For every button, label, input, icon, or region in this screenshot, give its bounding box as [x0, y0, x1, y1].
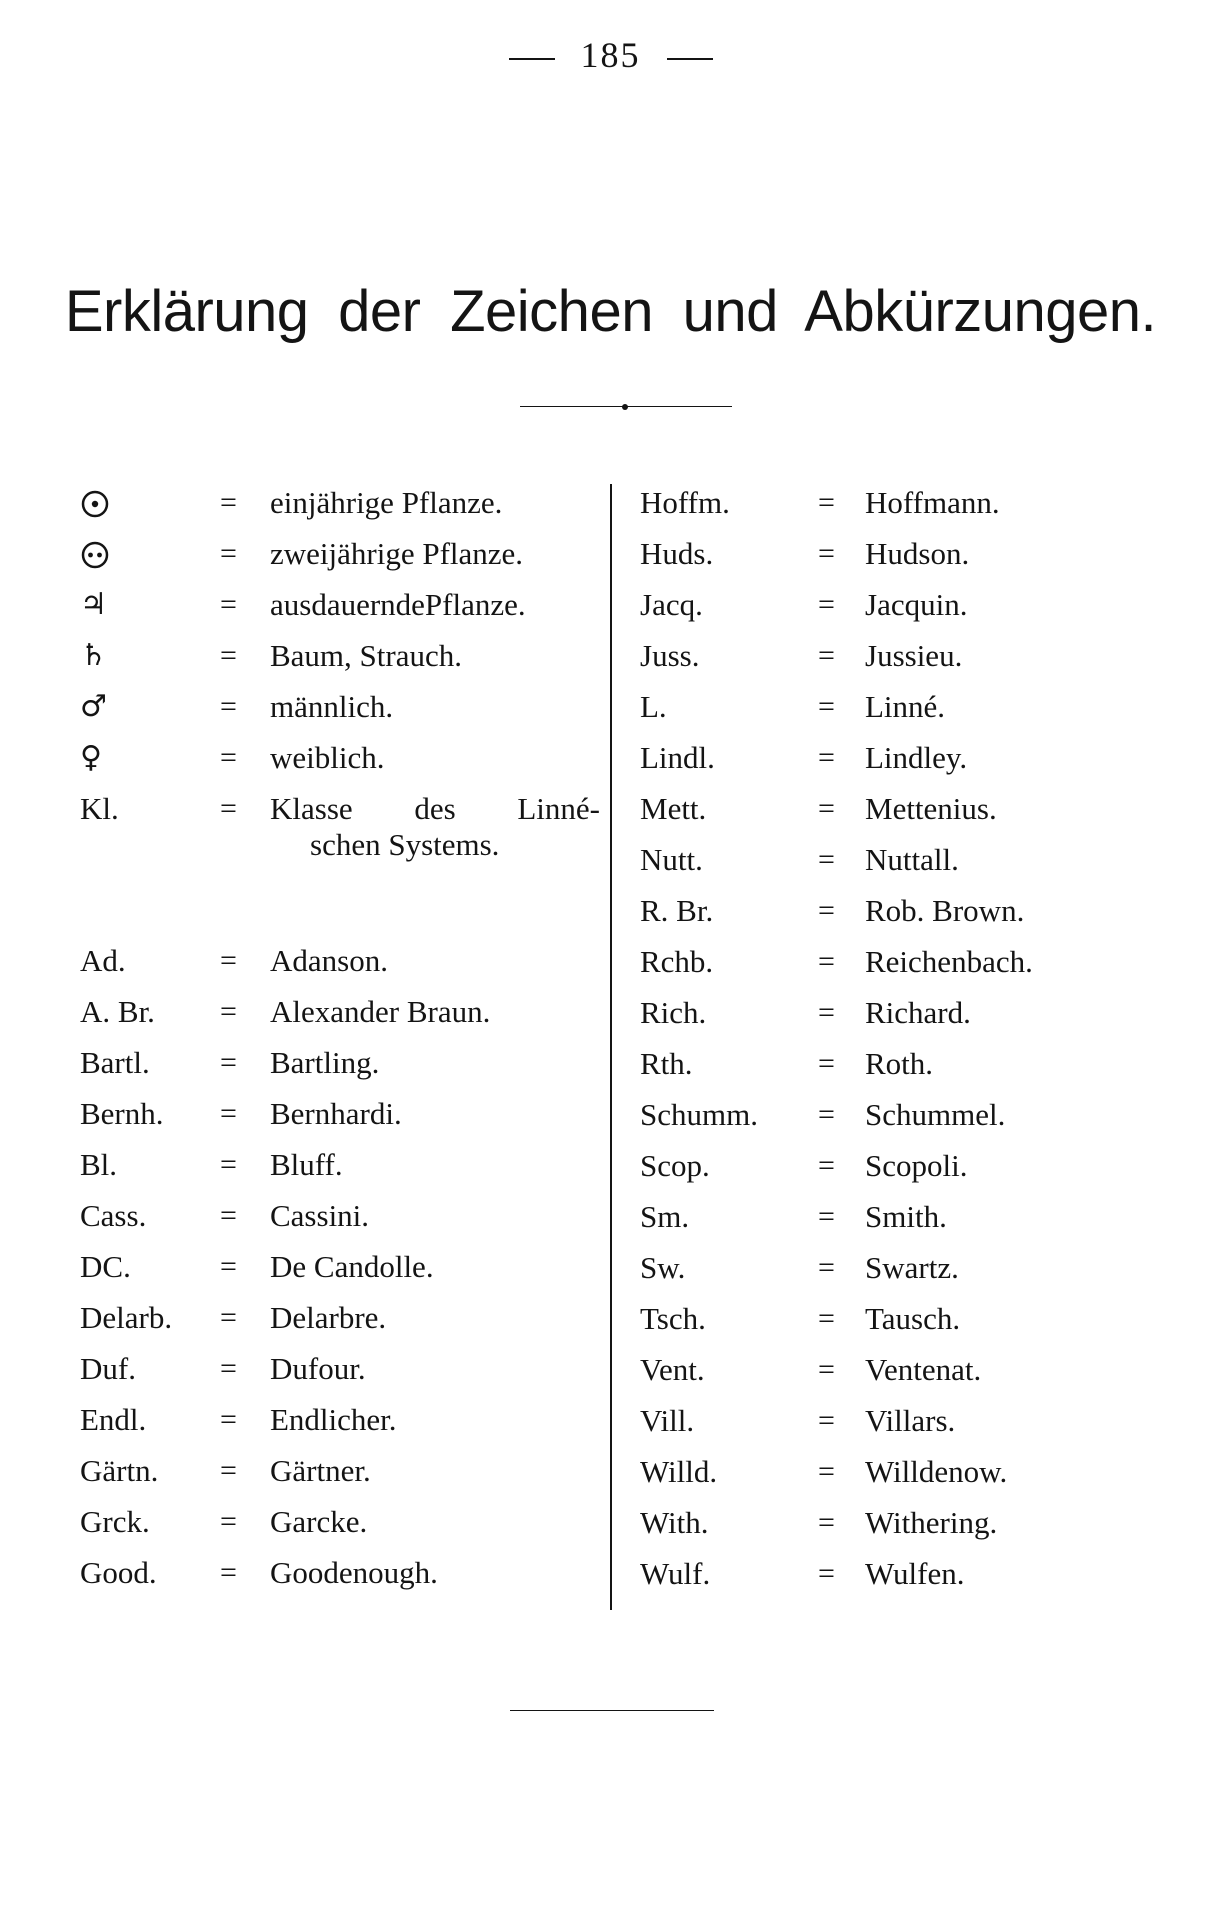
- abbreviation: Delarb.: [80, 1300, 173, 1335]
- mars-male-icon: ♂: [80, 689, 107, 724]
- abbreviation-row: [80, 1044, 600, 1095]
- abbreviation: Tsch.: [640, 1301, 706, 1336]
- right-abbreviation-list: [640, 484, 1180, 1606]
- author-name: Wulfen.: [865, 1556, 965, 1591]
- equals-sign: =: [220, 639, 237, 672]
- jupiter-icon: ♃: [80, 587, 107, 622]
- author-name: Swartz.: [865, 1250, 959, 1285]
- author-name: Willdenow.: [865, 1454, 1008, 1489]
- author-name: Ventenat.: [865, 1352, 982, 1387]
- symbol-row-class: [80, 790, 600, 892]
- symbol-row-male: [80, 688, 600, 739]
- equals-sign: =: [220, 1505, 237, 1538]
- abbreviation-row: [640, 1300, 1180, 1351]
- author-name: Reichenbach.: [865, 944, 1033, 979]
- right-column: [640, 484, 1180, 1606]
- equals-sign: =: [220, 741, 237, 774]
- abbreviation-row: [640, 1453, 1180, 1504]
- equals-sign: =: [220, 1148, 237, 1181]
- abbreviation-row: [640, 841, 1180, 892]
- abbreviation-row: [80, 942, 600, 993]
- author-name: Roth.: [865, 1046, 934, 1081]
- equals-sign: =: [220, 1199, 237, 1232]
- equals-sign: =: [220, 1352, 237, 1385]
- equals-sign: =: [818, 1302, 835, 1335]
- abbreviation: Bartl.: [80, 1045, 150, 1080]
- author-name: Rob. Brown.: [865, 893, 1025, 928]
- abbreviation: Grck.: [80, 1504, 150, 1539]
- abbreviation-row: [640, 739, 1180, 790]
- saturn-icon: ♄: [80, 638, 107, 673]
- page-title: Erklärung der Zeichen und Abkürzungen.: [64, 279, 1157, 344]
- author-name: Lindley.: [865, 740, 968, 775]
- symbol-meaning: weiblich.: [270, 740, 385, 775]
- equals-sign: =: [220, 690, 237, 723]
- author-name: Adanson.: [270, 943, 388, 978]
- abbreviation-row: [640, 688, 1180, 739]
- abbreviation-row: [80, 1452, 600, 1503]
- abbreviation-row: [640, 586, 1180, 637]
- author-name: Bernhardi.: [270, 1096, 402, 1131]
- equals-sign: =: [818, 486, 835, 519]
- abbreviation-row: [80, 1197, 600, 1248]
- symbol-row-female: [80, 739, 600, 790]
- page-number: [0, 34, 1221, 76]
- equals-sign: =: [818, 1506, 835, 1539]
- abbreviation: R. Br.: [640, 893, 714, 928]
- equals-sign: =: [818, 1149, 835, 1182]
- abbreviation-row: [640, 1504, 1180, 1555]
- author-name: Dufour.: [270, 1351, 366, 1386]
- circle-two-dots-icon: [80, 535, 110, 573]
- author-name: Garcke.: [270, 1504, 368, 1539]
- author-name: Richard.: [865, 995, 971, 1030]
- abbreviation-row: [640, 1351, 1180, 1402]
- author-name: Jussieu.: [865, 638, 963, 673]
- equals-sign: =: [818, 690, 835, 723]
- abbreviation-row: [640, 892, 1180, 943]
- equals-sign: =: [818, 945, 835, 978]
- abbreviation: Bl.: [80, 1147, 118, 1182]
- author-name: Jacquin.: [865, 587, 968, 622]
- author-name: Gärtner.: [270, 1453, 371, 1488]
- equals-sign: =: [220, 995, 237, 1028]
- equals-sign: =: [818, 1455, 835, 1488]
- author-name: Nuttall.: [865, 842, 959, 877]
- author-name: Bartling.: [270, 1045, 380, 1080]
- abbreviation: L.: [640, 689, 667, 724]
- abbreviation: Hoffm.: [640, 485, 730, 520]
- abbreviation: Kl.: [80, 791, 119, 826]
- abbreviation: Gärtn.: [80, 1453, 159, 1488]
- abbreviation: Wulf.: [640, 1556, 711, 1591]
- symbol-meaning: zweijährige Pflanze.: [270, 536, 524, 571]
- symbol-row-tree: [80, 637, 600, 688]
- abbreviation-row: [80, 1299, 600, 1350]
- equals-sign: =: [220, 588, 237, 621]
- abbreviation: Ad.: [80, 943, 126, 978]
- abbreviation-row: [640, 1555, 1180, 1606]
- symbol-meaning: einjährige Pflanze.: [270, 485, 503, 520]
- symbol-meaning: Baum, Strauch.: [270, 638, 462, 673]
- abbreviation-row: [80, 1554, 600, 1605]
- abbreviation: Bernh.: [80, 1096, 164, 1131]
- equals-sign: =: [818, 1557, 835, 1590]
- abbreviation-row: [640, 943, 1180, 994]
- symbol-meaning-continuation: schen Systems.: [310, 827, 500, 862]
- symbol-meaning: männlich.: [270, 689, 394, 724]
- author-name: Villars.: [865, 1403, 956, 1438]
- equals-sign: =: [818, 996, 835, 1029]
- abbreviation: Rich.: [640, 995, 707, 1030]
- equals-sign: =: [818, 1251, 835, 1284]
- abbreviation-row: [640, 484, 1180, 535]
- symbol-meaning: Klasse des Linné-: [270, 791, 600, 826]
- equals-sign: =: [220, 537, 237, 570]
- symbol-row-perennial: [80, 586, 600, 637]
- abbreviation: Juss.: [640, 638, 700, 673]
- venus-female-icon: ♀: [80, 740, 102, 775]
- equals-sign: =: [220, 944, 237, 977]
- sun-circle-dot-icon: [80, 484, 110, 522]
- end-rule: [510, 1710, 714, 1711]
- equals-sign: =: [818, 588, 835, 621]
- title-ornament-rule: [520, 404, 732, 410]
- abbreviation: Lindl.: [640, 740, 715, 775]
- author-name: Cassini.: [270, 1198, 370, 1233]
- abbreviation: Sw.: [640, 1250, 686, 1285]
- equals-sign: =: [220, 1046, 237, 1079]
- abbreviation-row: [640, 637, 1180, 688]
- page-number-text: 185: [580, 35, 641, 75]
- equals-sign: =: [818, 1353, 835, 1386]
- abbreviation-row: [80, 1401, 600, 1452]
- equals-sign: =: [818, 1200, 835, 1233]
- abbreviation-row: [640, 535, 1180, 586]
- abbreviation-row: [80, 1095, 600, 1146]
- equals-sign: =: [220, 1097, 237, 1130]
- abbreviation: With.: [640, 1505, 709, 1540]
- symbol-row-annual: [80, 484, 600, 535]
- abbreviation-row: [640, 790, 1180, 841]
- page-number-dash-left: [509, 58, 555, 60]
- author-name: Bluff.: [270, 1147, 343, 1182]
- abbreviation: Nutt.: [640, 842, 703, 877]
- left-column: [80, 484, 600, 1605]
- abbreviation: Good.: [80, 1555, 157, 1590]
- symbol-meaning: ausdauerndePflanze.: [270, 587, 526, 622]
- equals-sign: =: [818, 741, 835, 774]
- abbreviation-row: [640, 994, 1180, 1045]
- symbol-row-biennial: [80, 535, 600, 586]
- equals-sign: =: [220, 1556, 237, 1589]
- left-abbreviation-list: [80, 942, 600, 1605]
- abbreviation: Rth.: [640, 1046, 693, 1081]
- abbreviation-row: [640, 1147, 1180, 1198]
- abbreviation-row: [640, 1402, 1180, 1453]
- author-name: Delarbre.: [270, 1300, 387, 1335]
- equals-sign: =: [220, 792, 237, 825]
- abbreviation: A. Br.: [80, 994, 155, 1029]
- author-name: Mettenius.: [865, 791, 997, 826]
- abbreviation: Rchb.: [640, 944, 714, 979]
- author-name: Linné.: [865, 689, 946, 724]
- abbreviation: Huds.: [640, 536, 714, 571]
- abbreviation: Duf.: [80, 1351, 136, 1386]
- equals-sign: =: [220, 1454, 237, 1487]
- equals-sign: =: [818, 1404, 835, 1437]
- author-name: Goodenough.: [270, 1555, 438, 1590]
- abbreviation: Mett.: [640, 791, 707, 826]
- author-name: Schummel.: [865, 1097, 1006, 1132]
- abbreviation: Endl.: [80, 1402, 147, 1437]
- abbreviation: DC.: [80, 1249, 131, 1284]
- abbreviation: Schumm.: [640, 1097, 758, 1132]
- abbreviation-row: [80, 1350, 600, 1401]
- author-name: Alexander Braun.: [270, 994, 491, 1029]
- equals-sign: =: [818, 537, 835, 570]
- author-name: Hudson.: [865, 536, 970, 571]
- abbreviation: Willd.: [640, 1454, 718, 1489]
- author-name: Smith.: [865, 1199, 947, 1234]
- abbreviation-row: [80, 1503, 600, 1554]
- equals-sign: =: [818, 894, 835, 927]
- equals-sign: =: [220, 1250, 237, 1283]
- author-name: Hoffmann.: [865, 485, 1000, 520]
- equals-sign: =: [818, 1098, 835, 1131]
- equals-sign: =: [818, 639, 835, 672]
- abbreviation: Sm.: [640, 1199, 690, 1234]
- abbreviation-row: [80, 993, 600, 1044]
- equals-sign: =: [220, 1301, 237, 1334]
- abbreviation: Vill.: [640, 1403, 695, 1438]
- abbreviation-row: [640, 1045, 1180, 1096]
- author-name: Endlicher.: [270, 1402, 397, 1437]
- abbreviation: Cass.: [80, 1198, 147, 1233]
- abbreviation-row: [640, 1198, 1180, 1249]
- abbreviation: Scop.: [640, 1148, 710, 1183]
- author-name: Withering.: [865, 1505, 998, 1540]
- abbreviation-row: [640, 1096, 1180, 1147]
- equals-sign: =: [818, 1047, 835, 1080]
- page-number-dash-right: [667, 58, 713, 60]
- equals-sign: =: [220, 1403, 237, 1436]
- column-divider: [610, 484, 612, 1610]
- abbreviation: Vent.: [640, 1352, 705, 1387]
- abbreviation-row: [80, 1248, 600, 1299]
- author-name: Scopoli.: [865, 1148, 968, 1183]
- author-name: De Candolle.: [270, 1249, 434, 1284]
- abbreviation-row: [80, 1146, 600, 1197]
- abbreviation-row: [640, 1249, 1180, 1300]
- equals-sign: =: [818, 843, 835, 876]
- author-name: Tausch.: [865, 1301, 961, 1336]
- equals-sign: =: [220, 486, 237, 519]
- equals-sign: =: [818, 792, 835, 825]
- abbreviation: Jacq.: [640, 587, 703, 622]
